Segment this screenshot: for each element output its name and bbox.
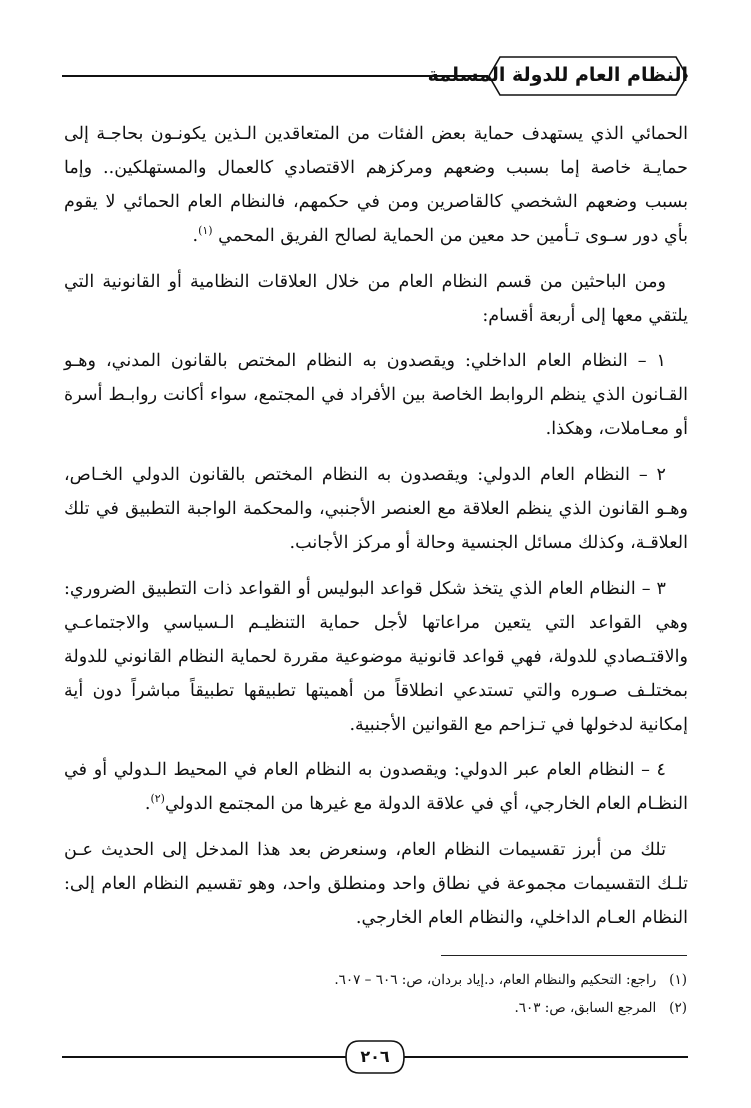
footnote-text: راجع: التحكيم والنظام العام، د.إياد بردان، ص: ٦٠٦ – ٦٠٧. xyxy=(334,972,657,988)
footnotes xyxy=(63,966,687,1022)
footnote-text: المرجع السابق، ص: ٦٠٣. xyxy=(514,1000,657,1016)
header-title: النظام العام للدولة المسلمة xyxy=(427,64,688,86)
footer-rule xyxy=(62,1056,347,1058)
footnote-ref[interactable]: (٢) xyxy=(150,792,165,806)
footnote-ref[interactable]: (١) xyxy=(198,223,213,237)
footnote xyxy=(63,994,687,1022)
main-text xyxy=(64,118,688,948)
list-item: ٣ – النظام العام الذي يتخذ شكل قواعد البوليس أو القواعد ذات التطبيق الضروري: وهي القواعد التي يتعين مراعاتها لأجل حماية التنظيـم الـسياسي والاجتماعـي والاقتـصادي للدولة، فهي قواعد قانونية موضوعية مقررة لحماية النظام القانوني للدولة بمختلـف صـوره والتي تستدعي انطلاقاً من أهميتها تطبيقها تطبيقاً مباشراً دون أية إمكانية لدخولها في تـزاحم مع القوانين الأجنبية. xyxy=(64,578,688,735)
footnote-divider xyxy=(441,955,687,956)
footnote xyxy=(63,966,687,994)
paragraph: ومن الباحثين من قسم النظام العام من خلال العلاقات النظامية أو القانونية التي يلتقي معها إلى أربعة أقسام: xyxy=(64,271,688,326)
footer-rule xyxy=(403,1056,688,1058)
paragraph: تلك من أبرز تقسيمات النظام العام، وسنعرض بعد هذا المدخل إلى الحديث عـن تلـك التقسيمات مجموعة في نطاق واحد ومنطلق واحد، وهو تقسيم النظام العام إلى: النظام العـام الداخلي، والنظام العام الخارجي. xyxy=(64,840,688,929)
list-item: ٢ – النظام العام الدولي: ويقصدون به النظام المختص بالقانون الدولي الخـاص، وهـو القانون الذي ينظم العلاقة مع العنصر الأجنبي، والمحكمة الواجبة التطبيق في تلك العلاقـة، وكذلك مسائل الجنسية وحالة أو مركز الأجانب. xyxy=(64,465,688,553)
page-number: ٢٠٦ xyxy=(360,1047,390,1066)
list-item: ٤ – النظام العام عبر الدولي: ويقصدون به النظام العام في المحيط الـدولي أو في النظـام العام الخارجي، أي في علاقة الدولة مع غيرها من المجتمع الدولي$^{(٢)}$. xyxy=(64,760,688,815)
list-item: ١ – النظام العام الداخلي: ويقصدون به النظام المختص بالقانون المدني، وهـو القـانون الذي ينظم الروابط الخاصة بين الأفراد في المجتمع، سواء أكانت روابـط أسرة أو معـاملات، وهكذا. xyxy=(64,351,688,440)
running-header xyxy=(62,56,688,96)
footnote-marker: (٢) xyxy=(669,1000,687,1016)
paragraph: الحمائي الذي يستهدف حماية بعض الفئات من المتعاقدين الـذين يكونـون بحاجـة إلى حمايـة خاصة إما بسبب وضعهم ومركزهم الاقتصادي كالعمال والمستهلكين.. وإما بسبب وضعهم الشخصي كالقاصرين ومن في حكمهم، فالنظام العام الحمائي لا يقوم بأي دور سـوى تـأمين حد معين من الحماية لصالح الفريق المحمي $^{(١)}$. xyxy=(64,124,688,246)
footnote-marker: (١) xyxy=(669,972,687,988)
page-footer xyxy=(62,1040,688,1074)
header-rule xyxy=(62,75,488,77)
